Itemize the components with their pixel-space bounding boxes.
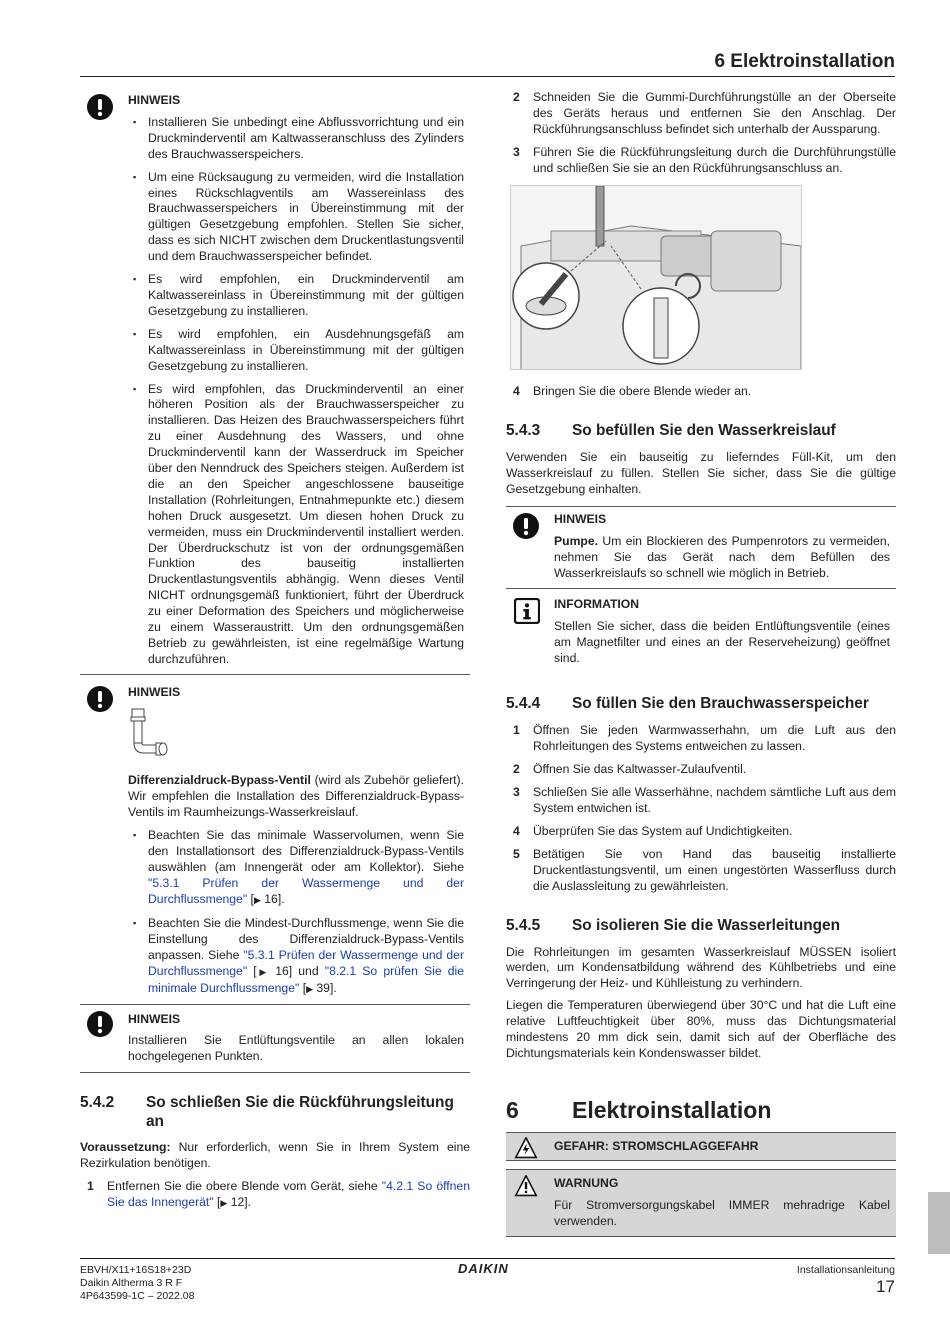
chapter-title: Elektroinstallation	[572, 1096, 772, 1123]
section-title: So füllen Sie den Brauchwasserspeicher	[572, 695, 869, 713]
list-item: ▪ Beachten Sie das minimale Wasservolumen, wenn Sie den Installationsort des Differenzialdruck-Bypass-Ventils auswählen (am Innengerät oder am Kollektor). Siehe "5.3.1 Prüfen der Wassermenge und der Durchflussmenge" [▶ 16].	[128, 828, 464, 909]
exclamation-circle-icon	[512, 512, 540, 540]
step-item: 5 Betätigen Sie von Hand das bauseitig installierte Druckentlastungsventil, um einen ungestörten Wasserfluss durch die Auslassleitung zu gewährleisten.	[513, 846, 896, 893]
paragraph: Verwenden Sie ein bauseitig zu lieferndes Füll-Kit, um den Wasserkreislauf zu füllen. Stellen Sie sicher, dass Sie die gültige Gesetzgebung einhalten.	[506, 450, 896, 497]
section-title: So befüllen Sie den Wasserkreislauf	[572, 422, 836, 440]
link-8-2-1[interactable]: "8.2.1 So prüfen Sie die minimale Durchflussmenge"	[148, 963, 465, 995]
notice-block-2	[80, 675, 470, 1005]
daikin-logo: DAIKIN	[458, 1261, 509, 1276]
step-item: 1 Entfernen Sie die obere Blende vom Gerät, siehe "4.2.1 So öffnen Sie das Innengerät" [▶ 12].	[87, 1179, 470, 1209]
footer-model-code: EBVH/X11+16S18+23D	[80, 1264, 192, 1276]
section-number: 5.4.5	[506, 916, 541, 934]
chapter-header-title: 6 Elektroinstallation	[714, 51, 895, 72]
step-list	[80, 1179, 470, 1212]
exclamation-circle-icon	[86, 93, 114, 121]
step-item: 2 Öffnen Sie das Kaltwasser-Zulaufventil.	[513, 762, 747, 777]
prerequisite: Voraussetzung: Nur erforderlich, wenn Sie in Ihrem System eine Rezirkulation benötigen.	[80, 1140, 470, 1171]
info-title: INFORMATION	[554, 596, 640, 611]
notice-title: HINWEIS	[128, 93, 181, 107]
chapter-number: 6	[506, 1096, 519, 1123]
footer-right	[797, 1264, 895, 1297]
step-list	[506, 90, 896, 177]
list-item: ▪ Installieren Sie unbedingt eine Abflussvorrichtung und ein Druckminderventil am Kaltwasseranschluss des Zylinders des Brauchwasserspeichers.	[128, 115, 464, 163]
list-item: ▪ Es wird empfohlen, ein Druckminderventil am Kaltwassereinlass in Übereinstimmung mit der gültigen Gesetzgebung zu installieren.	[128, 272, 464, 320]
link-5-3-1[interactable]: "5.3.1 Prüfen der Wassermenge und der Durchflussmenge"	[148, 876, 464, 907]
list-item: ▪ Beachten Sie die Mindest-Durchflussmenge, wenn Sie die Einstellung des Differenzialdruck-Bypass-Ventils anpassen. Siehe "5.3.1 Prüfen der Wassermenge und der Durchflussmenge" [▶ 16] und "8.2.1 So prüfen Sie die minimale Durchflussmenge" [▶ 39].	[128, 916, 464, 998]
step-item: 3 Führen Sie die Rückführungsleitung durch die Durchführungstülle und schließen Sie sie an den Rückführungsanschluss an.	[513, 144, 896, 175]
list-item: ▪ Es wird empfohlen, das Druckminderventil an einer höheren Position als der Brauchwasserspeicher zu installieren. Das Heizen des Brauchwasserspeichers führt zu einer Ausdehnung des Wassers, und ohne Druckminderventil kann der Wasserdruck im Speicher über den Nenndruck des Speichers steigen. Außerdem ist die an den Speicher angeschlossene bauseitige Installation (Rohrleitungen, Entnahmepunkte etc.) diesem hohen Druck ausgesetzt. Um diesen hohen Druck zu vermeiden, muss ein Druckminderventil installiert werden. Der Überdruckschutz ist von der ordnungsgemäßen Funktion des bauseitig installierten Druckentlastungsventils abhängig. Wenn dieses Ventil NICHT ordnungsgemäß funktioniert, führt der Überdruck zu einer Deformation des Speichers und möglicherweise zu einem Wasseraustritt. Um den ordnungsgemäßen Betrieb zu gewährleisten, ist eine regelmäßige Wartung durchzuführen.	[128, 382, 464, 668]
section-number: 5.4.2	[80, 1094, 115, 1112]
notice-block-1	[80, 88, 470, 675]
page-footer	[80, 1258, 895, 1302]
danger-title: GEFAHR: STROMSCHLAGGEFAHR	[554, 1138, 759, 1153]
section-number: 5.4.3	[506, 422, 541, 440]
info-icon	[514, 598, 540, 624]
exclamation-circle-icon	[86, 685, 114, 713]
step-list	[506, 384, 896, 400]
step-item: 2 Schneiden Sie die Gummi-Durchführungstülle an der Oberseite des Geräts heraus und entfernen Sie den Anschlag. Der Rückführungsanschluss befindet sich unterhalb der Aussparung.	[513, 90, 896, 136]
step-item: 4 Überprüfen Sie das System auf Undichtigkeiten.	[513, 823, 793, 838]
footer-doc-number: 4P643599-1C – 2022.08	[80, 1290, 195, 1302]
notice-text: Differenzialdruck-Bypass-Ventil (wird als Zubehör geliefert). Wir empfehlen die Installation des Differenzialdruck-Bypass-Ventils im Raumheizungs-Wasserkreislauf.	[128, 772, 464, 819]
info-block	[506, 589, 896, 673]
recirculation-connection-image	[510, 185, 802, 370]
step-item: 3 Schließen Sie alle Wasserhähne, nachdem sämtliche Luft aus dem System entwichen ist.	[513, 785, 896, 816]
exclamation-circle-icon	[86, 1010, 114, 1038]
link-5-3-1[interactable]: "5.3.1 Prüfen der Wassermenge und der Durchflussmenge"	[148, 947, 465, 978]
list-item: ▪ Es wird empfohlen, ein Ausdehnungsgefäß am Kaltwassereinlass in Übereinstimmung mit der gültigen Gesetzgebung zu installieren.	[128, 327, 464, 375]
footer-product: Daikin Altherma 3 R F	[80, 1277, 183, 1289]
chapter-heading	[506, 1096, 896, 1124]
triangle-right-icon: ▶	[220, 1197, 228, 1208]
footer-left	[80, 1264, 194, 1303]
warning-text: Für Stromversorgungskabel IMMER mehradrige Kabel verwenden.	[554, 1197, 890, 1228]
step-item: 1 Öffnen Sie jeden Warmwasserhahn, um die Luft aus den Rohrleitungen des Systems entweichen zu lassen.	[513, 723, 896, 754]
paragraph: Die Rohrleitungen im gesamten Wasserkreislauf MÜSSEN isoliert werden, um Kondensatbildung während des Kühlbetriebs und eine Verringerung der Heiz- und Kühlleistung zu verhindern.	[506, 944, 896, 991]
list-item: ▪ Um eine Rücksaugung zu vermeiden, wird die Installation eines Rückschlagventils am Wassereinlass des Brauchwasserspeichers in Übereinstimmung mit der gültigen Gesetzgebung empfohlen. Stellen Sie sicher, dass es sich NICHT zwischen dem Druckentlastungsventil und dem Brauchwasserspeicher befindet.	[128, 170, 464, 265]
section-heading-5-4-3	[506, 421, 896, 440]
page-header	[80, 47, 895, 77]
step-item: 4 Bringen Sie die obere Blende wieder an.	[513, 383, 752, 398]
danger-block	[506, 1132, 896, 1161]
footer-doc-type: Installationsanleitung	[796, 1264, 895, 1276]
section-number: 5.4.4	[506, 695, 541, 713]
notice-text: Installieren Sie Entlüftungsventile an allen lokalen hochgelegenen Punkten.	[128, 1033, 464, 1064]
paragraph: Liegen die Temperaturen überwiegend über 30°C und hat die Luft eine relative Luftfeuchtigkeit über 80%, muss das Dichtungsmaterial mindestens 20 mm dick sein, damit sich auf der Oberfläche des Dichtungsmaterials kein Kondenswasser bildet.	[506, 998, 896, 1060]
page-number: 17	[876, 1277, 895, 1296]
triangle-right-icon: ▶	[306, 983, 314, 994]
warning-triangle-icon	[514, 1175, 538, 1197]
notice-text: Pumpe. Um ein Blockieren des Pumpenrotors zu vermeiden, nehmen Sie das Gerät nach dem Befüllen des Wasserkreislaufs so schnell wie möglich in Betrieb.	[554, 534, 890, 580]
notice-list	[128, 828, 464, 997]
notice-title: HINWEIS	[554, 512, 607, 527]
left-column	[80, 88, 470, 1219]
notice-block-3	[80, 1005, 470, 1074]
notice-title: HINWEIS	[128, 1011, 181, 1026]
section-heading-5-4-5	[506, 916, 896, 935]
section-title: So isolieren Sie die Wasserleitungen	[572, 916, 840, 934]
electric-hazard-icon	[514, 1137, 538, 1159]
warning-title: WARNUNG	[554, 1175, 619, 1190]
section-heading-5-4-2	[80, 1093, 470, 1131]
info-text: Stellen Sie sicher, dass die beiden Entlüftungsventile (eines am Magnetfilter und eines an der Reserveheizung) geöffnet sind.	[554, 618, 890, 665]
triangle-right-icon: ▶	[253, 895, 261, 906]
link-4-2-1[interactable]: "4.2.1 So öffnen Sie das Innengerät"	[107, 1179, 470, 1209]
notice-block-pump	[506, 506, 896, 589]
section-heading-5-4-4	[506, 694, 896, 713]
bypass-valve-image	[128, 707, 168, 765]
step-list	[506, 723, 896, 894]
section-title: So schließen Sie die Rückführungsleitung an	[146, 1094, 454, 1131]
right-column	[506, 90, 896, 1237]
chapter-side-tab	[928, 1192, 950, 1254]
notice-list	[128, 115, 464, 668]
notice-title: HINWEIS	[128, 684, 181, 699]
warning-block	[506, 1169, 896, 1237]
triangle-right-icon: ▶	[256, 966, 270, 977]
